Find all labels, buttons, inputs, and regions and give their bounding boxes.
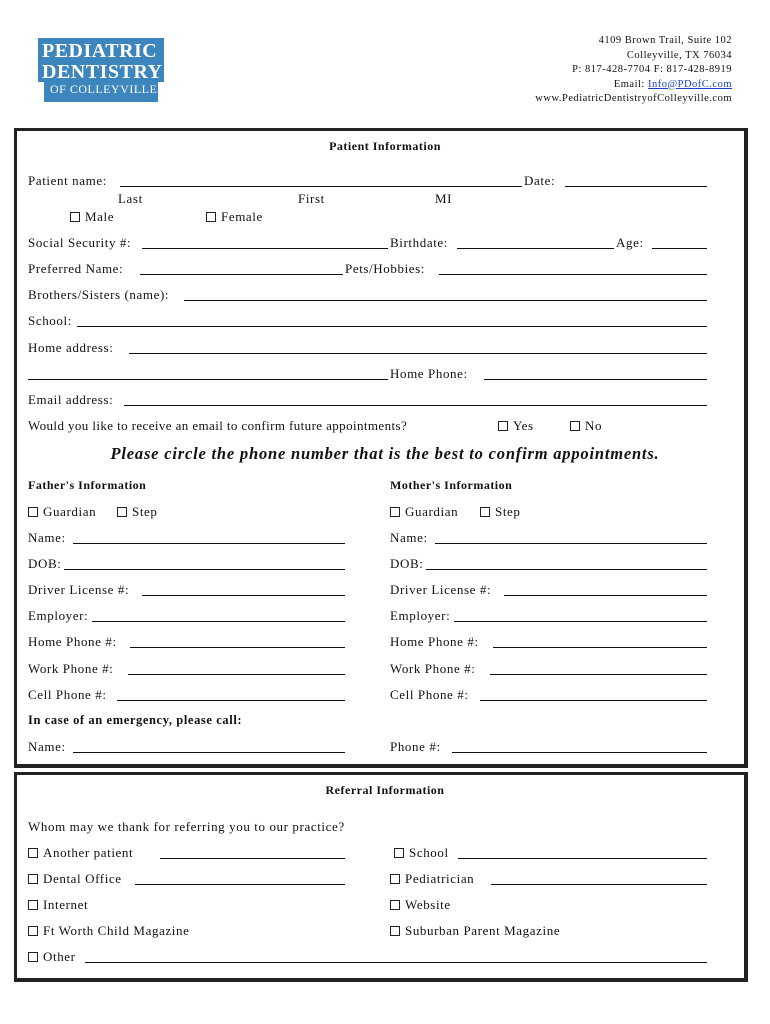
other-checkbox[interactable] [28,952,38,962]
preferred-name-field[interactable] [140,274,343,275]
website-checkbox[interactable] [390,900,400,910]
suburban-checkbox[interactable] [390,926,400,936]
father-license-label: Driver License #: [28,582,130,597]
mother-employer-label: Employer: [390,608,451,623]
internet-label: Internet [43,897,89,912]
male-label: Male [85,209,115,224]
no-label: No [585,418,603,433]
email-address-label: Email address: [28,392,114,407]
date-field[interactable] [565,186,707,187]
suburban-label: Suburban Parent Magazine [405,923,561,938]
father-name-field[interactable] [73,543,345,544]
logo-text-line2: DENTISTRY [42,61,163,83]
confirm-no-option[interactable] [570,418,602,433]
other-field[interactable] [85,962,707,963]
website-label: Website [405,897,451,912]
referral-question: Whom may we thank for referring you to our practice? [28,819,345,834]
pets-field[interactable] [439,274,707,275]
male-checkbox[interactable] [70,212,80,222]
emergency-phone-field[interactable] [452,752,707,753]
father-step-option[interactable] [117,504,158,519]
father-section-title: Father's Information [28,478,147,492]
contact-address: 4109 Brown Trail, Suite 102 [598,35,732,46]
school-field[interactable] [77,326,707,327]
contact-email-link[interactable]: Info@PDofC.com [647,78,732,90]
father-employer-label: Employer: [28,608,89,623]
first-caption: First [298,191,325,206]
home-address-label: Home address: [28,340,114,355]
referral-suburban-option[interactable] [390,923,560,938]
referral-section-title: Referral Information [325,783,445,797]
another-patient-checkbox[interactable] [28,848,38,858]
mother-dob-label: DOB: [390,556,424,571]
email-address-field[interactable] [124,405,707,406]
contact-website: www.PediatricDentistryofColleyville.com [535,93,732,104]
mother-step-label: Step [495,504,521,519]
home-address-field[interactable] [129,353,707,354]
father-dob-label: DOB: [28,556,62,571]
referral-dental-office-option[interactable] [28,871,122,886]
yes-label: Yes [513,418,534,433]
referral-website-option[interactable] [390,897,451,912]
confirm-yes-option[interactable] [498,418,534,433]
father-name-label: Name: [28,530,66,545]
father-work-phone-label: Work Phone #: [28,661,114,676]
mother-name-field[interactable] [435,543,707,544]
father-guardian-checkbox[interactable] [28,507,38,517]
mother-step-checkbox[interactable] [480,507,490,517]
school-label: School: [28,313,72,328]
contact-email-label: Email: [613,78,648,90]
mother-dob-field[interactable] [426,569,707,570]
mother-employer-field[interactable] [454,621,707,622]
emergency-title: In case of an emergency, please call: [28,713,243,727]
referral-internet-option[interactable] [28,897,88,912]
ssn-field[interactable] [142,248,388,249]
female-checkbox[interactable] [206,212,216,222]
birthdate-field[interactable] [457,248,614,249]
mother-work-phone-label: Work Phone #: [390,661,476,676]
ft-worth-label: Ft Worth Child Magazine [43,923,190,938]
pets-label: Pets/Hobbies: [345,261,426,276]
email-confirm-question: Would you like to receive an email to confirm future appointments? [28,418,408,433]
mi-caption: MI [435,191,453,206]
school-checkbox[interactable] [394,848,404,858]
home-address-field-2[interactable] [28,379,388,380]
ssn-label: Social Security #: [28,235,132,250]
mother-cell-phone-field[interactable] [480,700,707,701]
mother-license-field[interactable] [504,595,707,596]
patient-name-label: Patient name: [28,173,107,188]
mother-guardian-option[interactable] [390,504,458,519]
father-license-field[interactable] [142,595,345,596]
referral-ft-worth-option[interactable] [28,923,189,938]
mother-license-label: Driver License #: [390,582,492,597]
father-guardian-option[interactable] [28,504,96,519]
mother-work-phone-field[interactable] [490,674,707,675]
mother-guardian-label: Guardian [405,504,459,519]
dental-office-label: Dental Office [43,871,122,886]
female-label: Female [221,209,263,224]
date-label: Date: [524,173,556,188]
father-employer-field[interactable] [92,621,345,622]
father-step-label: Step [132,504,158,519]
contact-email-row [535,78,732,93]
referral-other-option[interactable] [28,949,76,964]
circle-phone-note: Please circle the phone number that is the best to confirm appointments. [110,444,660,463]
emergency-name-label: Name: [28,739,66,754]
home-phone-field[interactable] [484,379,707,380]
father-work-phone-field[interactable] [128,674,345,675]
another-patient-field[interactable] [160,858,345,859]
siblings-label: Brothers/Sisters (name): [28,287,170,302]
another-patient-label: Another patient [43,845,134,860]
home-phone-label: Home Phone: [390,366,468,381]
mother-guardian-checkbox[interactable] [390,507,400,517]
practice-logo [38,38,164,108]
yes-checkbox[interactable] [498,421,508,431]
internet-checkbox[interactable] [28,900,38,910]
pediatrician-label: Pediatrician [405,871,475,886]
referral-school-label: School [409,845,449,860]
patient-name-field[interactable] [120,186,522,187]
referral-another-patient-option[interactable] [28,845,133,860]
no-checkbox[interactable] [570,421,580,431]
father-cell-phone-field[interactable] [117,700,345,701]
female-option[interactable] [206,209,263,224]
mother-cell-phone-label: Cell Phone #: [390,687,469,702]
father-cell-phone-label: Cell Phone #: [28,687,107,702]
referral-pediatrician-option[interactable] [390,871,474,886]
dental-office-field[interactable] [135,884,345,885]
siblings-field[interactable] [184,300,707,301]
logo-text-line1: PEDIATRIC [42,40,158,62]
emergency-phone-label: Phone #: [390,739,441,754]
patient-section-title: Patient Information [329,139,441,153]
contact-block [535,34,732,107]
age-field[interactable] [652,248,707,249]
father-home-phone-label: Home Phone #: [28,634,117,649]
male-option[interactable] [70,209,114,224]
referral-school-option[interactable] [394,845,449,860]
father-step-checkbox[interactable] [117,507,127,517]
emergency-name-field[interactable] [73,752,345,753]
referral-section-box [14,772,748,982]
mother-name-label: Name: [390,530,428,545]
last-caption: Last [118,191,143,206]
mother-step-option[interactable] [480,504,521,519]
father-home-phone-field[interactable] [130,647,345,648]
contact-city: Colleyville, TX 76034 [626,49,732,61]
dental-office-checkbox[interactable] [28,874,38,884]
birthdate-label: Birthdate: [390,235,448,250]
preferred-name-label: Preferred Name: [28,261,124,276]
father-guardian-label: Guardian [43,504,97,519]
ft-worth-checkbox[interactable] [28,926,38,936]
pediatrician-checkbox[interactable] [390,874,400,884]
mother-section-title: Mother's Information [390,478,513,492]
age-label: Age: [616,235,644,250]
contact-phones: P: 817-428-7704 F: 817-428-8919 [572,64,732,75]
pediatrician-field[interactable] [491,884,707,885]
logo-text-line3: OF COLLEYVILLE [50,82,158,96]
referral-school-field[interactable] [458,858,707,859]
mother-home-phone-field[interactable] [493,647,707,648]
father-dob-field[interactable] [64,569,345,570]
other-label: Other [43,949,76,964]
mother-home-phone-label: Home Phone #: [390,634,479,649]
